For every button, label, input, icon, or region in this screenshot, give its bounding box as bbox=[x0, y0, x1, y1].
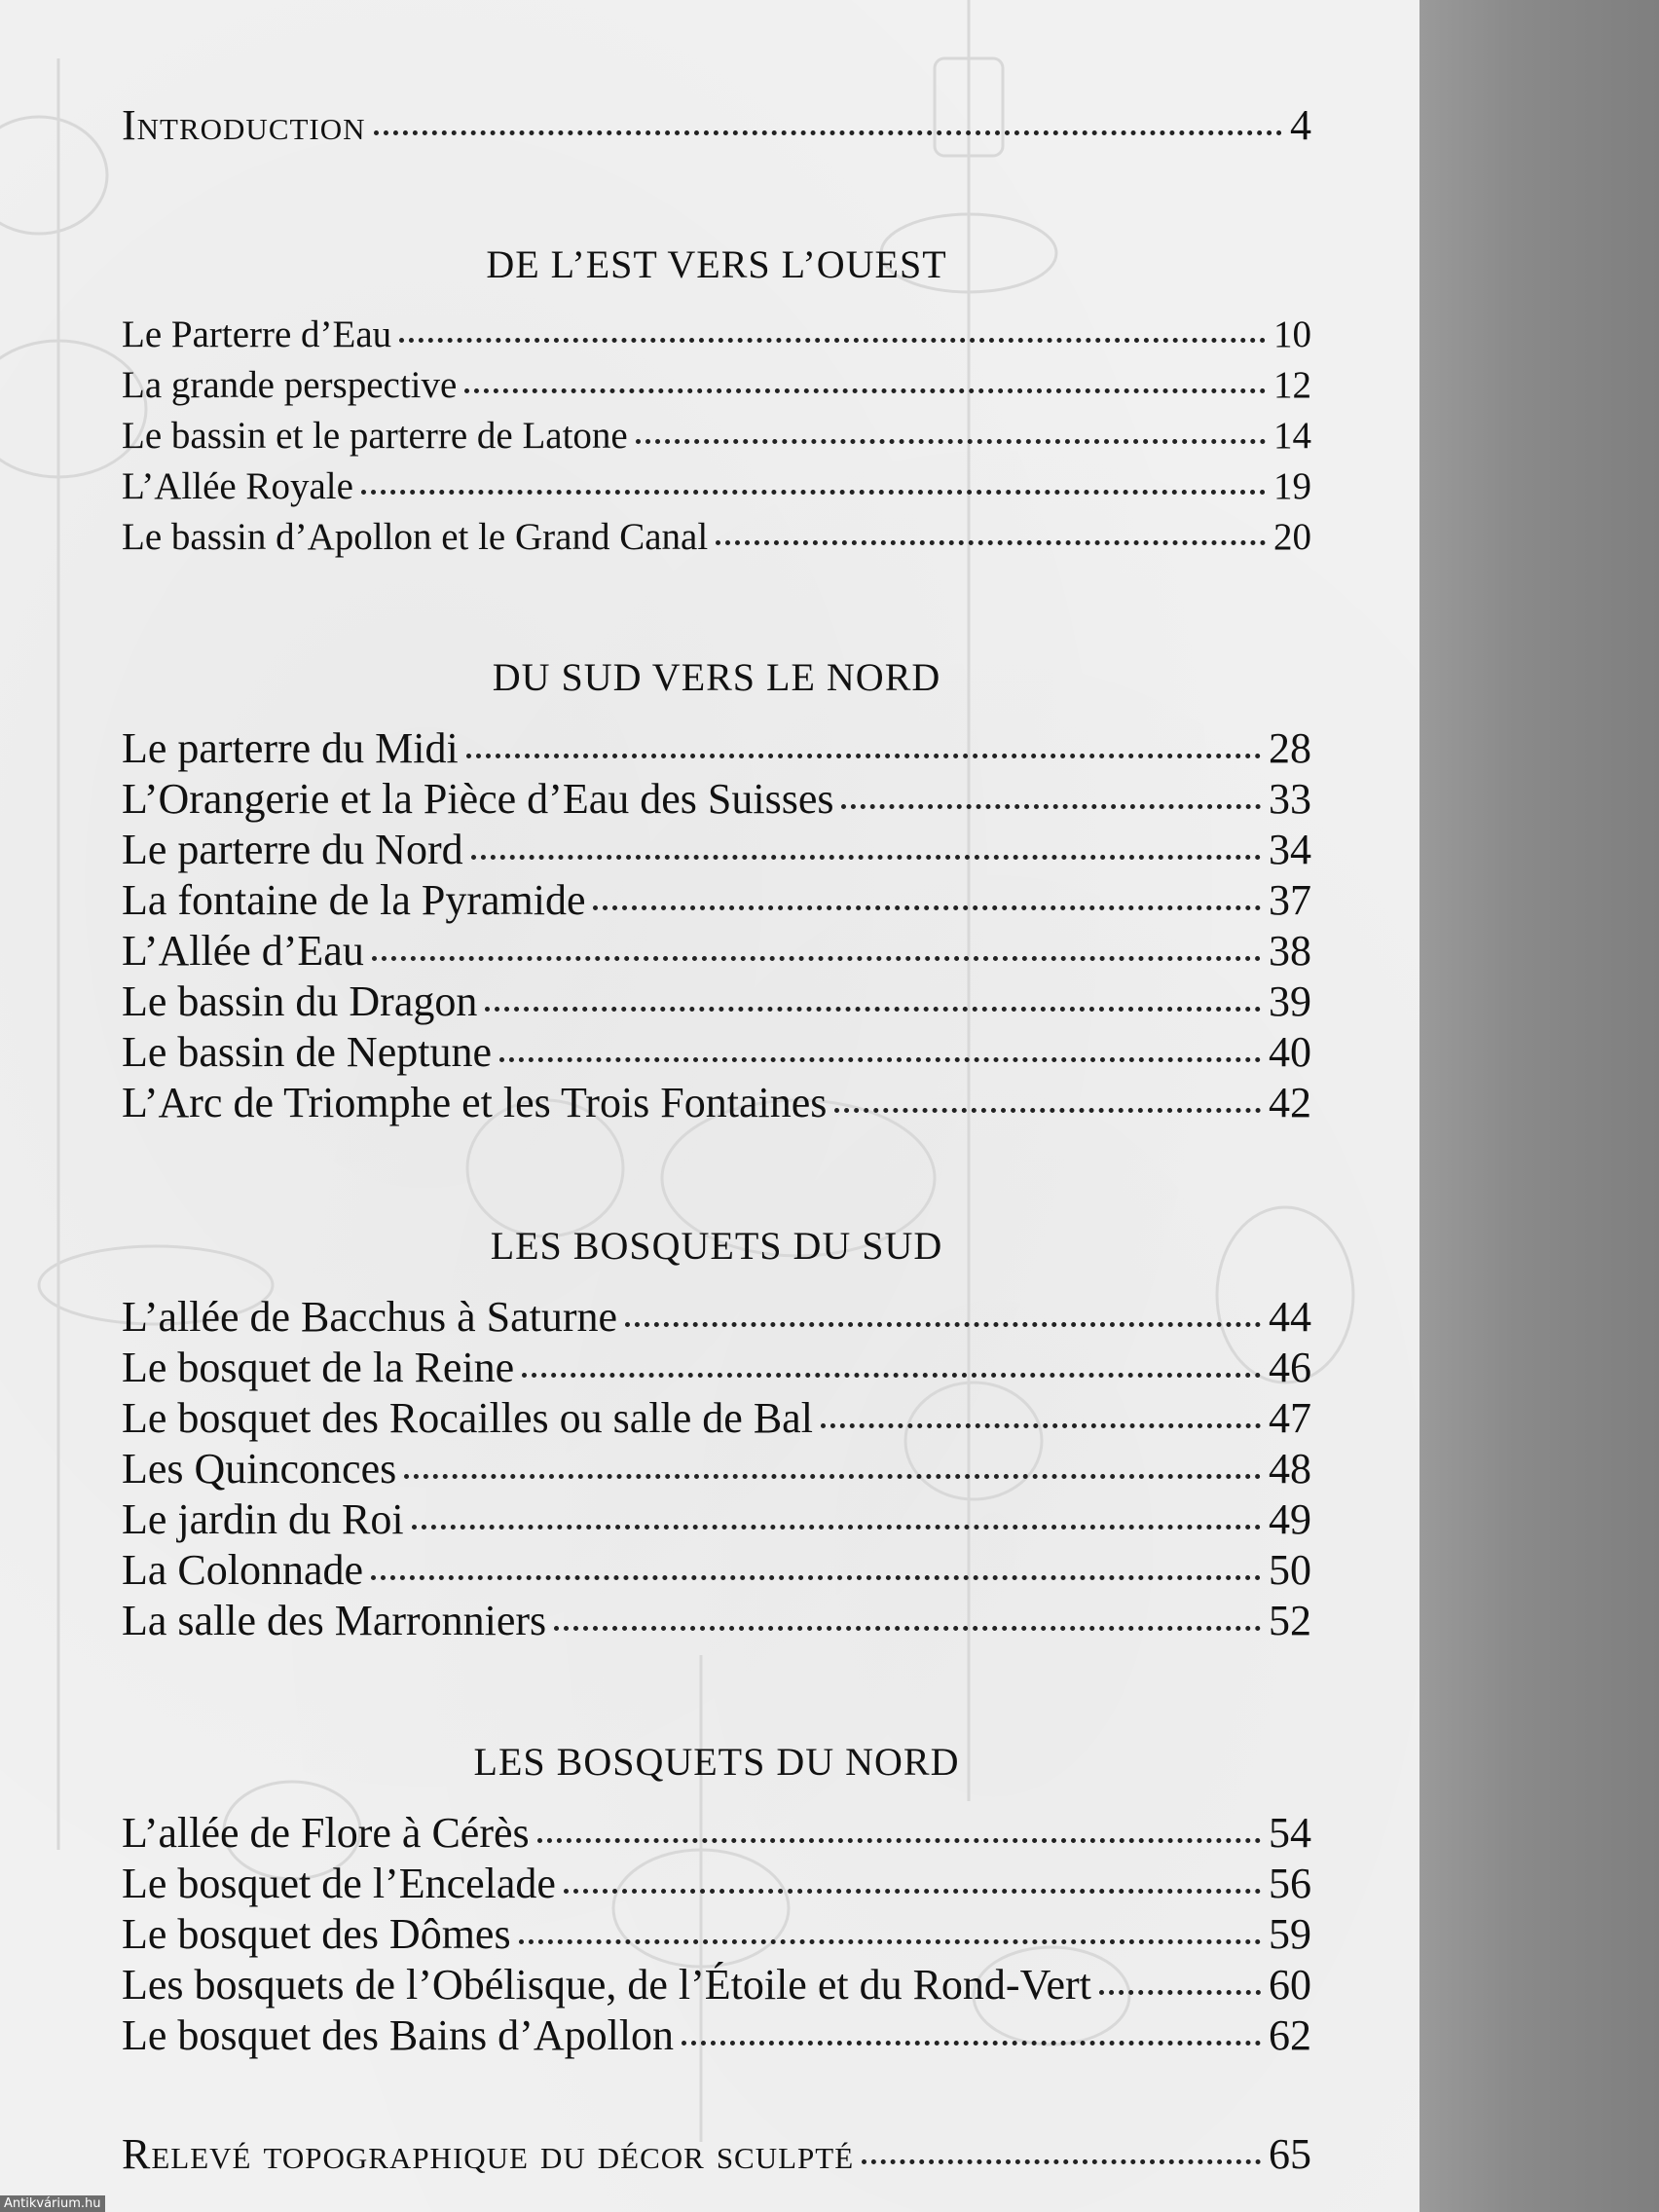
toc-entry-label: Le bosquet de la Reine bbox=[122, 1344, 515, 1391]
toc-entry-page: 4 bbox=[1290, 101, 1311, 149]
toc-entry[interactable] bbox=[122, 1910, 1311, 1961]
toc-entry-page: 62 bbox=[1269, 2011, 1311, 2059]
toc-entry-label: Le jardin du Roi bbox=[122, 1495, 404, 1543]
toc-entry-label: Le parterre du Nord bbox=[122, 826, 463, 873]
toc-entry[interactable] bbox=[122, 724, 1311, 775]
leader-dots bbox=[519, 1939, 1261, 1944]
toc-entry-label: Le Parterre d’Eau bbox=[122, 313, 392, 355]
toc-entry-page: 39 bbox=[1269, 977, 1311, 1025]
toc-entry[interactable] bbox=[122, 1961, 1311, 2011]
leader-dots bbox=[1099, 1990, 1261, 1995]
toc-entry-page: 46 bbox=[1269, 1344, 1311, 1391]
toc-entry-page: 37 bbox=[1269, 876, 1311, 924]
background-surface bbox=[1419, 0, 1659, 2212]
toc-entry[interactable] bbox=[122, 1344, 1311, 1394]
leader-dots bbox=[361, 490, 1266, 495]
section-title: DE L’EST VERS L’OUEST bbox=[486, 242, 947, 286]
leader-dots bbox=[471, 855, 1261, 860]
leader-dots bbox=[682, 2041, 1261, 2046]
leader-dots bbox=[522, 1373, 1261, 1378]
toc-entry-label: L’Arc de Triomphe et les Trois Fontaines bbox=[122, 1079, 828, 1126]
leader-dots bbox=[466, 754, 1261, 758]
toc-entry-label: Les bosquets de l’Obélisque, de l’Étoile et du Rond-Vert bbox=[122, 1961, 1091, 2009]
leader-dots bbox=[399, 338, 1266, 343]
toc-entry-label: L’allée de Bacchus à Saturne bbox=[122, 1293, 618, 1341]
toc-entry-label: Les Quinconces bbox=[122, 1445, 397, 1493]
toc-entry[interactable] bbox=[122, 1445, 1311, 1495]
toc-entry-page: 12 bbox=[1273, 364, 1311, 406]
toc-entry[interactable] bbox=[122, 1546, 1311, 1597]
toc-entry[interactable] bbox=[122, 465, 1311, 512]
toc-entry[interactable] bbox=[122, 775, 1311, 826]
toc-entry[interactable] bbox=[122, 313, 1311, 360]
toc-entry-label: L’Allée d’Eau bbox=[122, 927, 364, 975]
toc-entry-page: 52 bbox=[1269, 1597, 1311, 1644]
toc-entry-page: 44 bbox=[1269, 1293, 1311, 1341]
leader-dots bbox=[834, 1108, 1261, 1113]
toc-entry-label: La Colonnade bbox=[122, 1546, 364, 1594]
leader-dots bbox=[499, 1057, 1261, 1062]
leader-dots bbox=[372, 956, 1261, 961]
toc-entry-page: 34 bbox=[1269, 826, 1311, 873]
toc-entry[interactable] bbox=[122, 826, 1311, 876]
toc-entry-introduction[interactable] bbox=[122, 101, 1311, 152]
toc-entry-label: La fontaine de la Pyramide bbox=[122, 876, 586, 924]
toc-entry-page: 47 bbox=[1269, 1394, 1311, 1442]
leader-dots bbox=[862, 2159, 1261, 2164]
toc-entry-label: Le bosquet des Bains d’Apollon bbox=[122, 2011, 675, 2059]
leader-dots bbox=[371, 1575, 1261, 1580]
toc-entry-page: 48 bbox=[1269, 1445, 1311, 1493]
toc-entry[interactable] bbox=[122, 1293, 1311, 1344]
leader-dots bbox=[464, 388, 1266, 393]
toc-entry-label: Le bassin d’Apollon et le Grand Canal bbox=[122, 516, 709, 558]
toc-entry[interactable] bbox=[122, 364, 1311, 411]
leader-dots bbox=[537, 1838, 1261, 1843]
toc-entry-page: 14 bbox=[1273, 415, 1311, 457]
leader-dots bbox=[564, 1889, 1261, 1894]
toc-entry[interactable] bbox=[122, 927, 1311, 977]
toc-entry-label: L’allée de Flore à Cérès bbox=[122, 1809, 530, 1857]
toc-entry[interactable] bbox=[122, 876, 1311, 927]
toc-entry-label: Le bosquet des Rocailles ou salle de Bal bbox=[122, 1394, 813, 1442]
toc-entry-label: Le bassin de Neptune bbox=[122, 1028, 492, 1076]
leader-dots bbox=[636, 439, 1266, 444]
toc-entry-page: 38 bbox=[1269, 927, 1311, 975]
toc-entry-label: Le bassin du Dragon bbox=[122, 977, 478, 1025]
toc-entry-page: 20 bbox=[1273, 516, 1311, 558]
leader-dots bbox=[716, 540, 1266, 545]
toc-entry[interactable] bbox=[122, 2011, 1311, 2062]
watermark-text: Antikvárium.hu bbox=[0, 2195, 105, 2212]
toc-entry-label: Relevé topographique du décor sculpté bbox=[122, 2130, 855, 2178]
toc-entry-label: Le bassin et le parterre de Latone bbox=[122, 415, 628, 457]
toc-entry[interactable] bbox=[122, 1495, 1311, 1546]
leader-dots bbox=[485, 1007, 1261, 1012]
toc-entry[interactable] bbox=[122, 415, 1311, 461]
toc-entry-label: La grande perspective bbox=[122, 364, 458, 406]
toc-entry-page: 42 bbox=[1269, 1079, 1311, 1126]
toc-entry-page: 40 bbox=[1269, 1028, 1311, 1076]
toc-entry-label: Le bosquet des Dômes bbox=[122, 1910, 511, 1958]
leader-dots bbox=[404, 1474, 1261, 1479]
toc-entry[interactable] bbox=[122, 1028, 1311, 1079]
toc-entry[interactable] bbox=[122, 1394, 1311, 1445]
toc-entry-page: 50 bbox=[1269, 1546, 1311, 1594]
toc-entry-page: 33 bbox=[1269, 775, 1311, 823]
toc-entry-page: 65 bbox=[1269, 2130, 1311, 2178]
leader-dots bbox=[412, 1525, 1261, 1530]
section-title: DU SUD VERS LE NORD bbox=[492, 655, 941, 699]
toc-entry-page: 56 bbox=[1269, 1860, 1311, 1907]
toc-entry-label: L’Allée Royale bbox=[122, 465, 353, 507]
leader-dots bbox=[554, 1626, 1261, 1631]
section-title: LES BOSQUETS DU NORD bbox=[473, 1740, 960, 1784]
leader-dots bbox=[821, 1423, 1261, 1428]
leader-dots bbox=[625, 1322, 1261, 1327]
toc-entry[interactable] bbox=[122, 1860, 1311, 1910]
toc-entry-page: 54 bbox=[1269, 1809, 1311, 1857]
toc-entry-page: 60 bbox=[1269, 1961, 1311, 2009]
toc-entry-label: Le bosquet de l’Encelade bbox=[122, 1860, 556, 1907]
toc-entry-label: Le parterre du Midi bbox=[122, 724, 459, 772]
toc-entry-page: 19 bbox=[1273, 465, 1311, 507]
toc-entry-label: Introduction bbox=[122, 101, 366, 149]
section-title: LES BOSQUETS DU SUD bbox=[490, 1224, 943, 1268]
toc-entry[interactable] bbox=[122, 1079, 1311, 1129]
toc-entry-page: 10 bbox=[1273, 313, 1311, 355]
toc-entry-releve[interactable] bbox=[122, 2130, 1311, 2181]
toc-entry[interactable] bbox=[122, 1597, 1311, 1647]
toc-entry[interactable] bbox=[122, 516, 1311, 563]
leader-dots bbox=[593, 905, 1261, 910]
toc-entry-label: L’Orangerie et la Pièce d’Eau des Suisses bbox=[122, 775, 834, 823]
toc-entry[interactable] bbox=[122, 977, 1311, 1028]
toc-entry-page: 49 bbox=[1269, 1495, 1311, 1543]
toc-entry[interactable] bbox=[122, 1809, 1311, 1860]
toc-entry-label: La salle des Marronniers bbox=[122, 1597, 547, 1644]
toc-entry-page: 28 bbox=[1269, 724, 1311, 772]
leader-dots bbox=[374, 130, 1282, 135]
toc-entry-page: 59 bbox=[1269, 1910, 1311, 1958]
leader-dots bbox=[841, 804, 1261, 809]
